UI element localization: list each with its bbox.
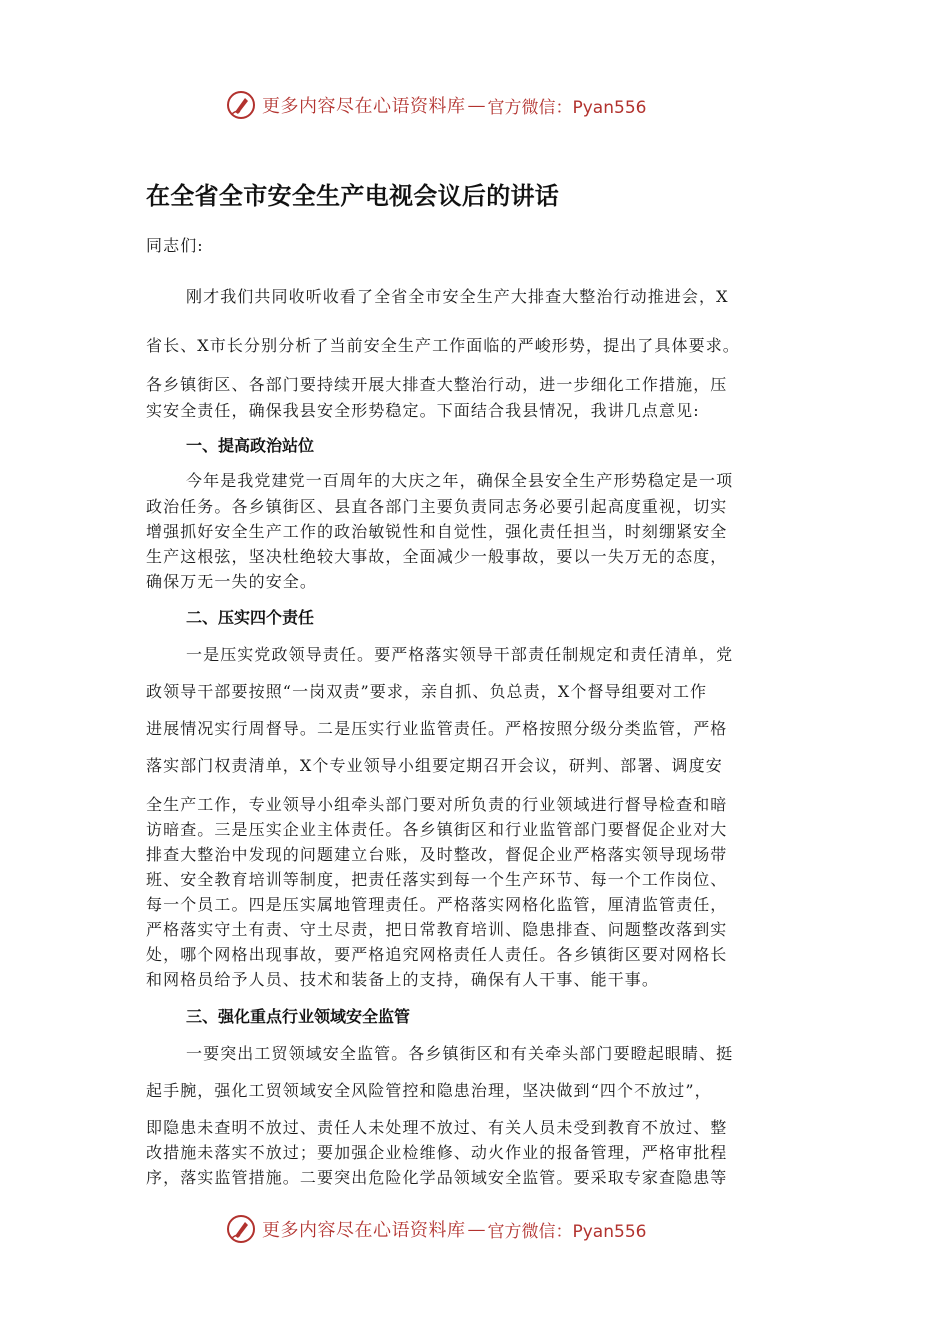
paragraph-line: 严格落实守土有责、守土尽责，把日常教育培训、隐患排查、问题整改落到实: [146, 920, 728, 939]
paragraph-line: 今年是我党建党一百周年的大庆之年，确保全县安全生产形势稳定是一项: [186, 471, 734, 490]
pen-nib-logo-icon: [226, 1214, 256, 1244]
header-banner: [226, 88, 646, 122]
paragraph-line: 起手腕，强化工贸领域安全风险管控和隐患治理，坚决做到“四个不放过”，: [146, 1081, 712, 1100]
section-heading-1: 一、提高政治站位: [186, 436, 315, 455]
paragraph-line: 政领导干部要按照“一岗双责”要求，亲自抓、负总责，X个督导组要对工作: [146, 682, 708, 701]
paragraph-line: 和网格员给予人员、技术和装备上的支持，确保有人干事、能干事。: [146, 970, 660, 989]
paragraph-line: 确保万无一失的安全。: [146, 572, 318, 591]
paragraph-line: 序，落实监管措施。二要突出危险化学品领域安全监管。要采取专家查隐患等: [146, 1168, 728, 1187]
salutation: 同志们:: [146, 236, 204, 255]
page-title: 在全省全市安全生产电视会议后的讲话: [146, 182, 560, 210]
banner-wechat-text: 官方微信：Pyan556: [487, 97, 647, 118]
paragraph-line: 省长、X市长分别分析了当前安全生产工作面临的严峻形势，提出了具体要求。: [146, 336, 740, 355]
pen-nib-logo-icon: [226, 90, 256, 120]
banner-wechat-text: 官方微信：Pyan556: [487, 1221, 647, 1242]
paragraph-line: 进展情况实行周督导。二是压实行业监管责任。严格按照分级分类监管，严格: [146, 719, 728, 738]
paragraph-line: 访暗查。三是压实企业主体责任。各乡镇街区和行业监管部门要督促企业对大: [146, 820, 728, 839]
paragraph-line: 一是压实党政领导责任。要严格落实领导干部责任制规定和责任清单，党: [186, 645, 734, 664]
paragraph-line: 改措施未落实不放过；要加强企业检维修、动火作业的报备管理，严格审批程: [146, 1143, 728, 1162]
paragraph-line: 政治任务。各乡镇街区、县直各部门主要负责同志务必要引起高度重视，切实: [146, 497, 728, 516]
paragraph-line: 即隐患未查明不放过、责任人未处理不放过、有关人员未受到教育不放过、整: [146, 1118, 728, 1137]
banner-site-text: 更多内容尽在心语资料库: [262, 1220, 466, 1241]
paragraph-line: 刚才我们共同收听收看了全省全市安全生产大排查大整治行动推进会，X: [186, 287, 729, 306]
section-heading-3: 三、强化重点行业领域安全监管: [186, 1007, 411, 1026]
banner-site-text: 更多内容尽在心语资料库: [262, 96, 466, 117]
paragraph-line: 各乡镇街区、各部门要持续开展大排查大整治行动，进一步细化工作措施，压: [146, 375, 728, 394]
paragraph-line: 生产这根弦，坚决杜绝较大事故，全面减少一般事故，要以一失万无的态度，: [146, 547, 728, 566]
paragraph-line: 处，哪个网格出现事故，要严格追究网格责任人责任。各乡镇街区要对网格长: [146, 945, 728, 964]
paragraph-line: 排查大整治中发现的问题建立台账，及时整改，督促企业严格落实领导现场带: [146, 845, 728, 864]
banner-dash: —: [467, 1218, 486, 1240]
footer-banner: [226, 1212, 646, 1246]
paragraph-line: 每一个员工。四是压实属地管理责任。严格落实网格化监管，厘清监管责任，: [146, 895, 728, 914]
paragraph-line: 班、安全教育培训等制度，把责任落实到每一个生产环节、每一个工作岗位、: [146, 870, 728, 889]
paragraph-line: 全生产工作，专业领导小组牵头部门要对所负责的行业领域进行督导检查和暗: [146, 795, 728, 814]
section-heading-2: 二、压实四个责任: [186, 608, 315, 627]
paragraph-line: 增强抓好安全生产工作的政治敏锐性和自觉性，强化责任担当，时刻绷紧安全: [146, 522, 728, 541]
banner-dash: —: [467, 94, 486, 116]
paragraph-line: 一要突出工贸领域安全监管。各乡镇街区和有关牵头部门要瞪起眼睛、挺: [186, 1044, 734, 1063]
paragraph-line: 落实部门权责清单，X个专业领导小组要定期召开会议，研判、部署、调度安: [146, 756, 723, 775]
paragraph-line: 实安全责任，确保我县安全形势稳定。下面结合我县情况，我讲几点意见:: [146, 401, 700, 420]
